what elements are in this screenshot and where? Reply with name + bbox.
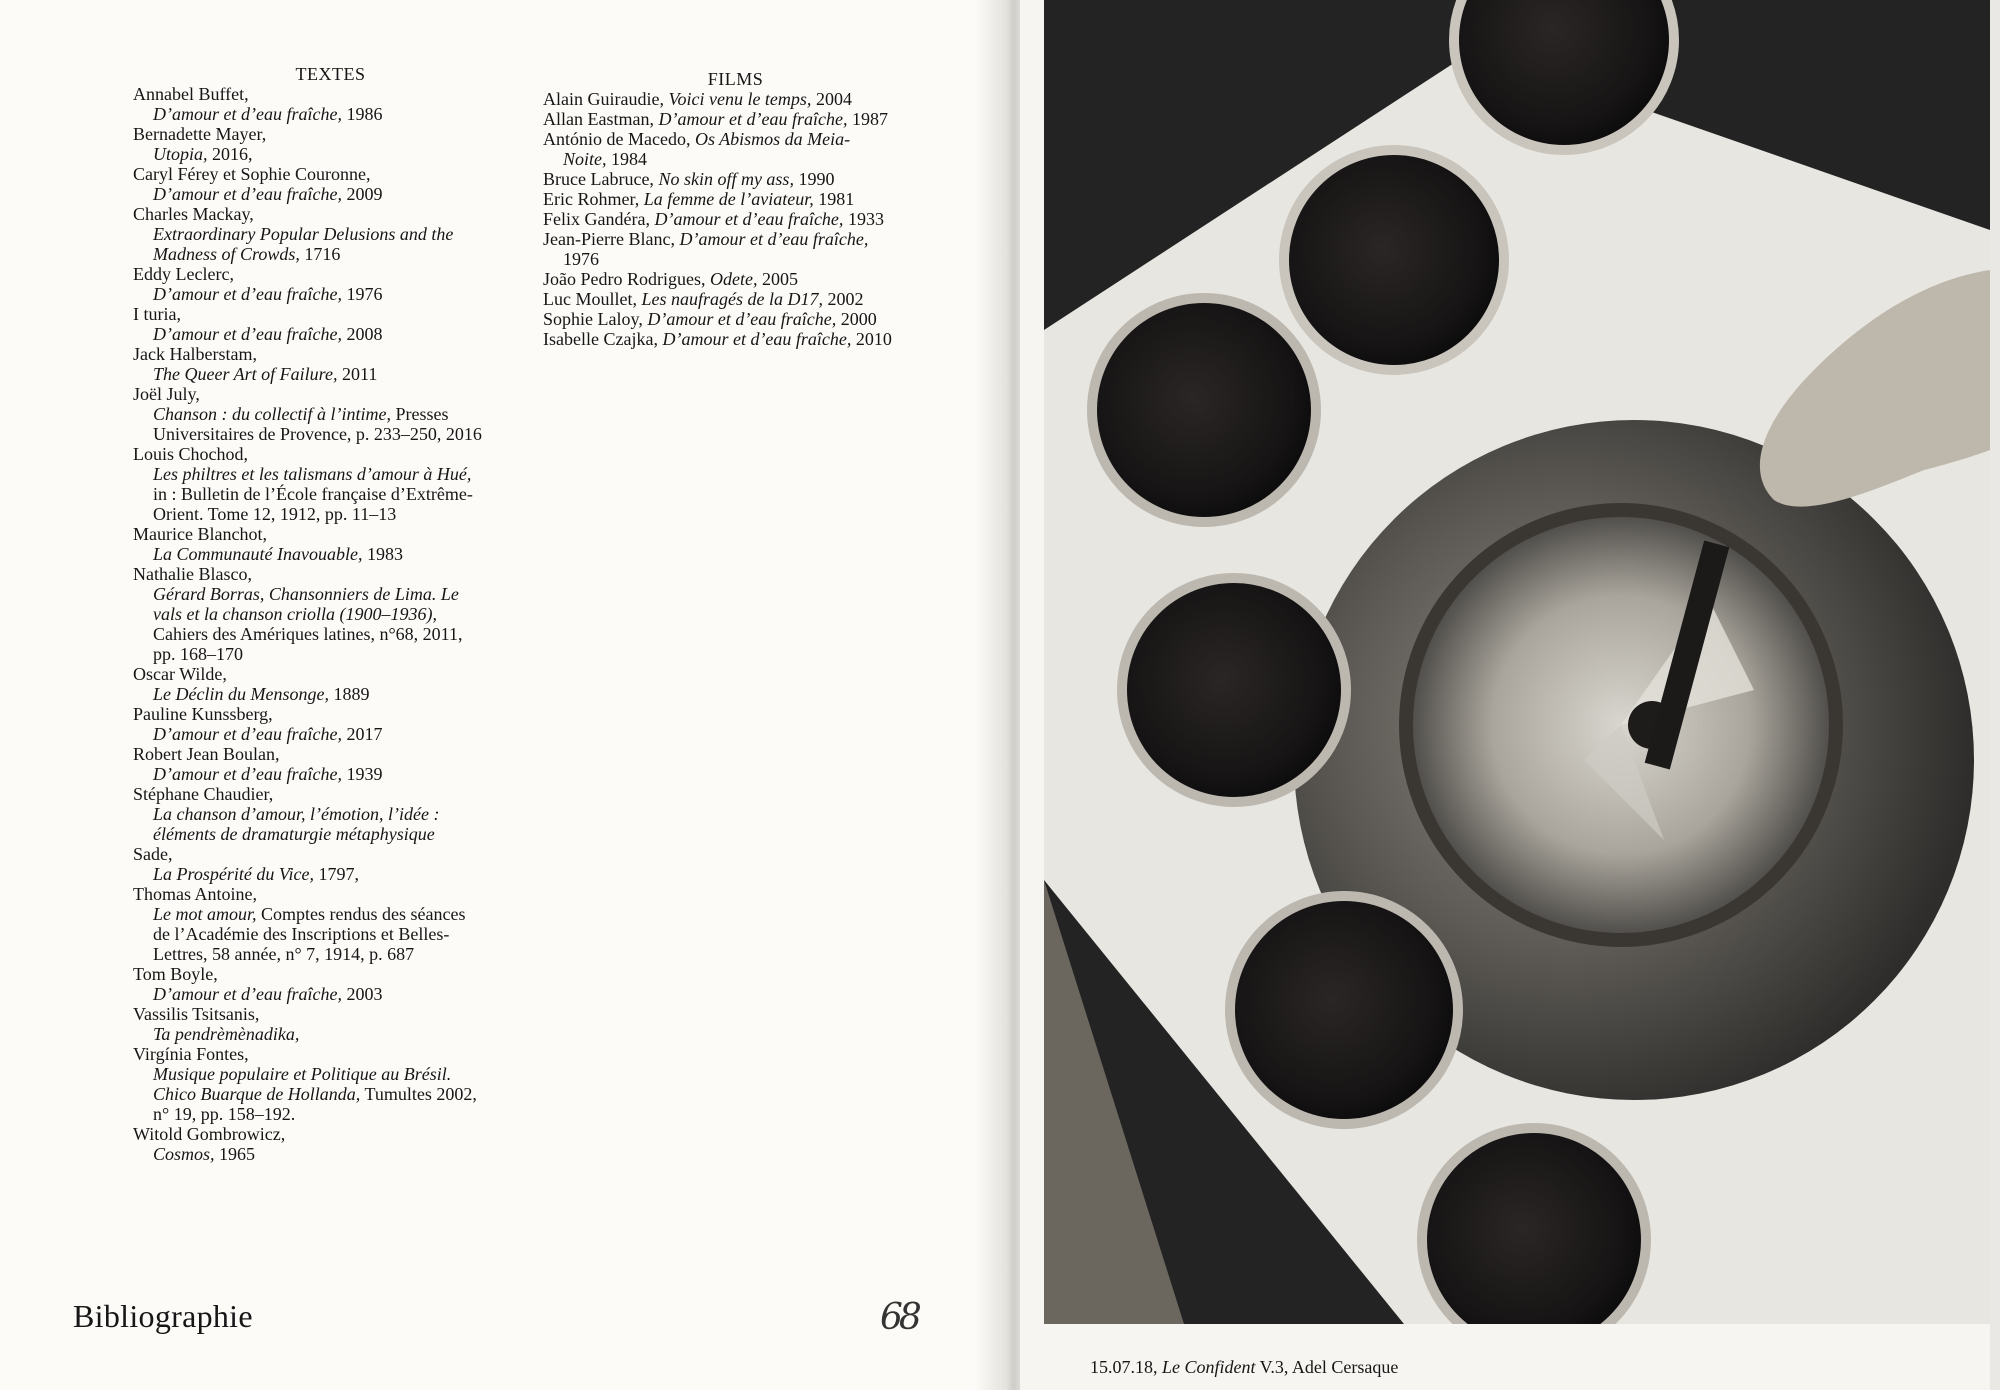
entry-author: Tom Boyle, xyxy=(133,964,218,984)
entry-work-line: Cahiers des Amériques latines, n°68, 2011, xyxy=(153,624,463,644)
entry-author: Stéphane Chaudier, xyxy=(133,784,274,804)
entry-author: Eddy Leclerc, xyxy=(133,264,234,284)
entry-work-line: vals et la chanson criolla (1900–1936), xyxy=(153,604,437,624)
film-line: Allan Eastman, D’amour et d’eau fraîche, 1987 xyxy=(543,109,888,129)
entry-author: Louis Chochod, xyxy=(133,444,248,464)
entry-author: Bernadette Mayer, xyxy=(133,124,267,144)
entry-author: Maurice Blanchot, xyxy=(133,524,267,544)
entry-work-line: pp. 168–170 xyxy=(153,644,243,664)
entry-work-line: D’amour et d’eau fraîche, 2003 xyxy=(153,984,383,1004)
entry-work-line: Chanson : du collectif à l’intime, Presses xyxy=(153,404,449,424)
film-entry xyxy=(543,329,953,349)
entry-work-line: Lettres, 58 année, n° 7, 1914, p. 687 xyxy=(153,944,415,964)
films-list xyxy=(543,89,953,349)
film-line: Alain Guiraudie, Voici venu le temps, 2004 xyxy=(543,89,852,109)
entry-work-line: de l’Académie des Inscriptions et Belles- xyxy=(153,924,450,944)
films-heading: FILMS xyxy=(707,69,764,89)
entry-author: Thomas Antoine, xyxy=(133,884,257,904)
left-page xyxy=(0,0,990,1390)
entry-author: Virgínia Fontes, xyxy=(133,1044,249,1064)
entry-work-line: Le mot amour, Comptes rendus des séances xyxy=(153,904,466,924)
entry-author: Caryl Férey et Sophie Couronne, xyxy=(133,164,371,184)
entry-author: Nathalie Blasco, xyxy=(133,564,252,584)
textes-list xyxy=(133,84,538,1164)
entry-work-line: éléments de dramaturgie métaphysique xyxy=(153,824,435,844)
bibliography-entry xyxy=(133,164,538,204)
bibliography-entry xyxy=(133,384,538,444)
page-edge xyxy=(1990,0,2000,1390)
entry-work-line: Orient. Tome 12, 1912, pp. 11–13 xyxy=(153,504,397,524)
film-line: Eric Rohmer, La femme de l’aviateur, 1981 xyxy=(543,189,855,209)
bibliography-entry xyxy=(133,124,538,164)
entry-work-line: D’amour et d’eau fraîche, 2017 xyxy=(153,724,383,744)
entry-author: Witold Gombrowicz, xyxy=(133,1124,286,1144)
bibliography-entry xyxy=(133,784,538,844)
textes-heading: TEXTES xyxy=(295,64,366,84)
film-entry xyxy=(543,189,953,209)
films-column xyxy=(543,69,953,349)
bibliography-entry xyxy=(133,744,538,784)
page-number: 68 xyxy=(880,1297,918,1338)
bibliography-entry xyxy=(133,964,538,1004)
entry-work-line: Musique populaire et Politique au Brésil. xyxy=(153,1064,452,1084)
entry-author: Annabel Buffet, xyxy=(133,84,249,104)
film-line: Luc Moullet, Les naufragés de la D17, 2002 xyxy=(543,289,864,309)
film-entry xyxy=(543,229,953,269)
film-entry xyxy=(543,289,953,309)
bibliography-entry xyxy=(133,524,538,564)
entry-work-line: Universitaires de Provence, p. 233–250, 2016 xyxy=(153,424,482,444)
caption-date: 15.07.18, xyxy=(1090,1357,1162,1377)
entry-work-line: Ta pendrèmènadika, xyxy=(153,1024,300,1044)
bibliography-entry xyxy=(133,884,538,964)
film-line: Sophie Laloy, D’amour et d’eau fraîche, 2000 xyxy=(543,309,877,329)
bibliography-entry xyxy=(133,304,538,344)
entry-work-line: D’amour et d’eau fraîche, 2009 xyxy=(153,184,383,204)
film-line: 1976 xyxy=(563,249,599,269)
film-entry xyxy=(543,309,953,329)
entry-work-line: La Communauté Inavouable, 1983 xyxy=(153,544,403,564)
film-entry xyxy=(543,209,953,229)
film-line: António de Macedo, Os Abismos da Meia- xyxy=(543,129,851,149)
entry-author: I turia, xyxy=(133,304,181,324)
section-title: Bibliographie xyxy=(73,1298,253,1334)
entry-work-line: D’amour et d’eau fraîche, 1976 xyxy=(153,284,383,304)
photo-caption xyxy=(1090,1357,1398,1378)
film-entry xyxy=(543,89,953,109)
film-entry xyxy=(543,269,953,289)
bibliography-entry xyxy=(133,844,538,884)
bibliography-entry xyxy=(133,564,538,664)
bibliography-entry xyxy=(133,1004,538,1044)
entry-work-line: n° 19, pp. 158–192. xyxy=(153,1104,296,1124)
entry-author: Jack Halberstam, xyxy=(133,344,257,364)
film-line: Felix Gandéra, D’amour et d’eau fraîche, 1933 xyxy=(543,209,884,229)
film-line: Jean-Pierre Blanc, D’amour et d’eau fraîche, xyxy=(543,229,869,249)
entry-work-line: Les philtres et les talismans d’amour à Hué, xyxy=(153,464,472,484)
film-entry xyxy=(543,109,953,129)
photo-illustration xyxy=(1044,0,1990,1324)
entry-author: Joël July, xyxy=(133,384,200,404)
entry-work-line: The Queer Art of Failure, 2011 xyxy=(153,364,378,384)
entry-work-line: Le Déclin du Mensonge, 1889 xyxy=(153,684,370,704)
entry-work-line: D’amour et d’eau fraîche, 2008 xyxy=(153,324,383,344)
caption-credit: V.3, Adel Cersaque xyxy=(1255,1357,1399,1377)
entry-work-line: Gérard Borras, Chansonniers de Lima. Le xyxy=(153,584,459,604)
bibliography-entry xyxy=(133,664,538,704)
entry-author: Robert Jean Boulan, xyxy=(133,744,280,764)
bibliography-entry xyxy=(133,1124,538,1164)
bibliography-entry xyxy=(133,344,538,384)
entry-work-line: La chanson d’amour, l’émotion, l’idée : xyxy=(153,804,440,824)
entry-author: Vassilis Tsitsanis, xyxy=(133,1004,260,1024)
film-line: Noite, 1984 xyxy=(563,149,647,169)
bibliography-entry xyxy=(133,264,538,304)
film-line: Bruce Labruce, No skin off my ass, 1990 xyxy=(543,169,835,189)
entry-work-line: Chico Buarque de Hollanda, Tumultes 2002, xyxy=(153,1084,477,1104)
entry-author: Charles Mackay, xyxy=(133,204,254,224)
film-entry xyxy=(543,129,953,169)
entry-work-line: D’amour et d’eau fraîche, 1939 xyxy=(153,764,383,784)
entry-author: Pauline Kunssberg, xyxy=(133,704,273,724)
bibliography-entry xyxy=(133,704,538,744)
entry-work-line: Madness of Crowds, 1716 xyxy=(153,244,341,264)
film-line: Isabelle Czajka, D’amour et d’eau fraîche, 2010 xyxy=(543,329,892,349)
entry-work-line: Cosmos, 1965 xyxy=(153,1144,256,1164)
bibliography-entry xyxy=(133,1044,538,1124)
entry-author: Oscar Wilde, xyxy=(133,664,227,684)
entry-work-line: Extraordinary Popular Delusions and the xyxy=(153,224,454,244)
film-entry xyxy=(543,169,953,189)
table-photograph xyxy=(1044,0,1990,1324)
textes-column xyxy=(133,64,538,1164)
film-line: João Pedro Rodrigues, Odete, 2005 xyxy=(543,269,798,289)
bibliography-entry xyxy=(133,444,538,524)
entry-work-line: La Prospérité du Vice, 1797, xyxy=(153,864,359,884)
caption-title: Le Confident xyxy=(1162,1357,1256,1377)
bibliography-entry xyxy=(133,84,538,124)
entry-work-line: Utopia, 2016, xyxy=(153,144,253,164)
bibliography-entry xyxy=(133,204,538,264)
entry-work-line: D’amour et d’eau fraîche, 1986 xyxy=(153,104,383,124)
entry-author: Sade, xyxy=(133,844,173,864)
entry-work-line: in : Bulletin de l’École française d’Extrême- xyxy=(153,484,473,504)
